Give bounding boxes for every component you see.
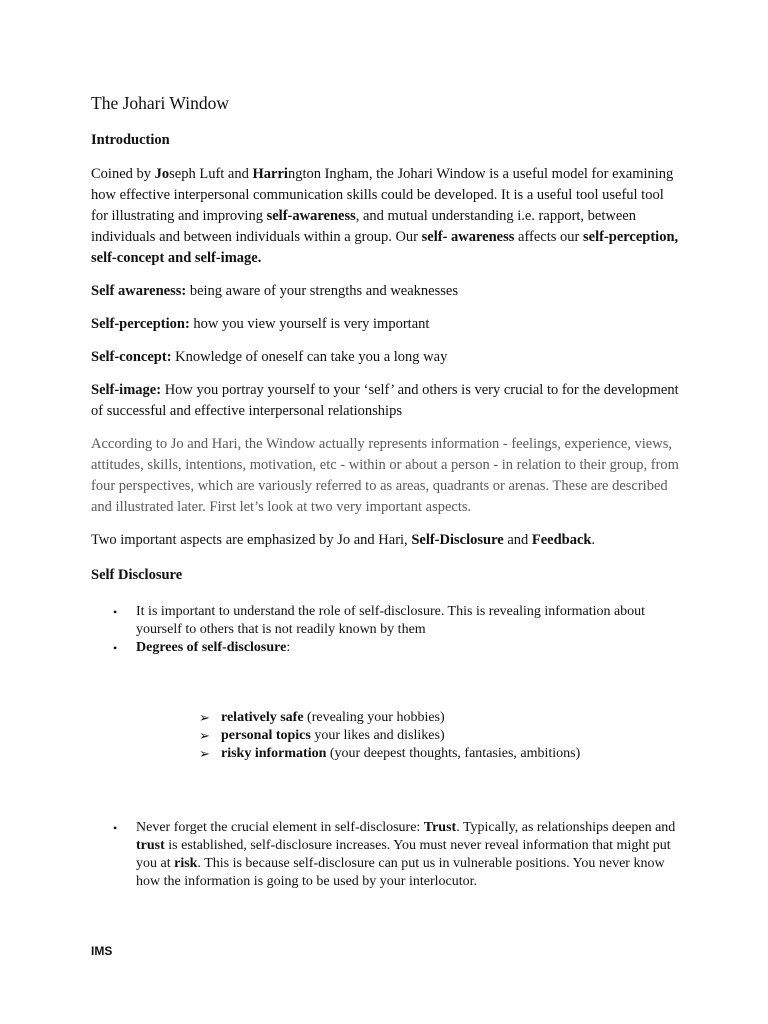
introduction-heading: Introduction (91, 132, 170, 148)
aspects-paragraph: Two important aspects are emphasized by Jo and Hari, Self-Disclosure and Feedback. (91, 532, 596, 548)
definition-self-image: Self-image: How you portray yourself to your ‘self’ and others is very crucial to for the development of successful and effective interpersonal relationships (91, 382, 679, 419)
list-item: • It is important to understand the role of self-disclosure. This is revealing information about yourself to others that is not readily known by them (113, 604, 646, 637)
arrow-bullet-icon: ➢ (199, 746, 210, 761)
list-item: ➢ personal topics your likes and dislikes) (199, 728, 445, 743)
trust-list (91, 819, 681, 891)
document-title: The Johari Window (91, 93, 229, 113)
bullet-icon: • (113, 605, 118, 619)
self-disclosure-list (91, 603, 681, 657)
definition-self-perception: Self-perception: how you view yourself is very important (91, 316, 430, 332)
definition-self-awareness: Self awareness: being aware of your strengths and weaknesses (91, 283, 458, 299)
degrees-list (91, 709, 681, 763)
arrow-bullet-icon: ➢ (199, 710, 210, 725)
list-item: • Degrees of self-disclosure: (113, 640, 291, 655)
self-disclosure-heading: Self Disclosure (91, 567, 183, 583)
definition-self-concept: Self-concept: Knowledge of oneself can take you a long way (91, 349, 448, 365)
bullet-icon: • (113, 821, 118, 835)
list-item: • Never forget the crucial element in self-disclosure: Trust. Typically, as relationships deepen and trust is established, self-disclosure increases. You must never reveal information that might put you at risk. This is because self-disclosure can put us in vulnerable positions. You never know how the information is going to be used by your interlocutor. (113, 820, 676, 889)
list-item: ➢ relatively safe (revealing your hobbies) (199, 710, 445, 725)
document-page (91, 92, 681, 891)
footer-label: IMS (91, 944, 113, 958)
arrow-bullet-icon: ➢ (199, 728, 210, 743)
list-item: ➢ risky information (your deepest thoughts, fantasies, ambitions) (199, 746, 581, 761)
according-paragraph: According to Jo and Hari, the Window actually represents information - feelings, experience, views, attitudes, skills, intentions, motivation, etc - within or about a person - in relation to their group, from four perspectives, which are variously referred to as areas, quadrants or arenas. These are described and illustrated later. First let’s look at two very important aspects. (91, 436, 679, 515)
intro-paragraph: Coined by Joseph Luft and Harrington Ingham, the Johari Window is a useful model for examining how effective interpersonal communication skills could be developed. It is a useful tool useful tool for illustrating and improving self-awareness, and mutual understanding i.e. rapport, between individuals and between individuals within a group. Our self- awareness affects our self-perception, self-concept and self-image. (91, 166, 679, 266)
bullet-icon: • (113, 641, 118, 655)
